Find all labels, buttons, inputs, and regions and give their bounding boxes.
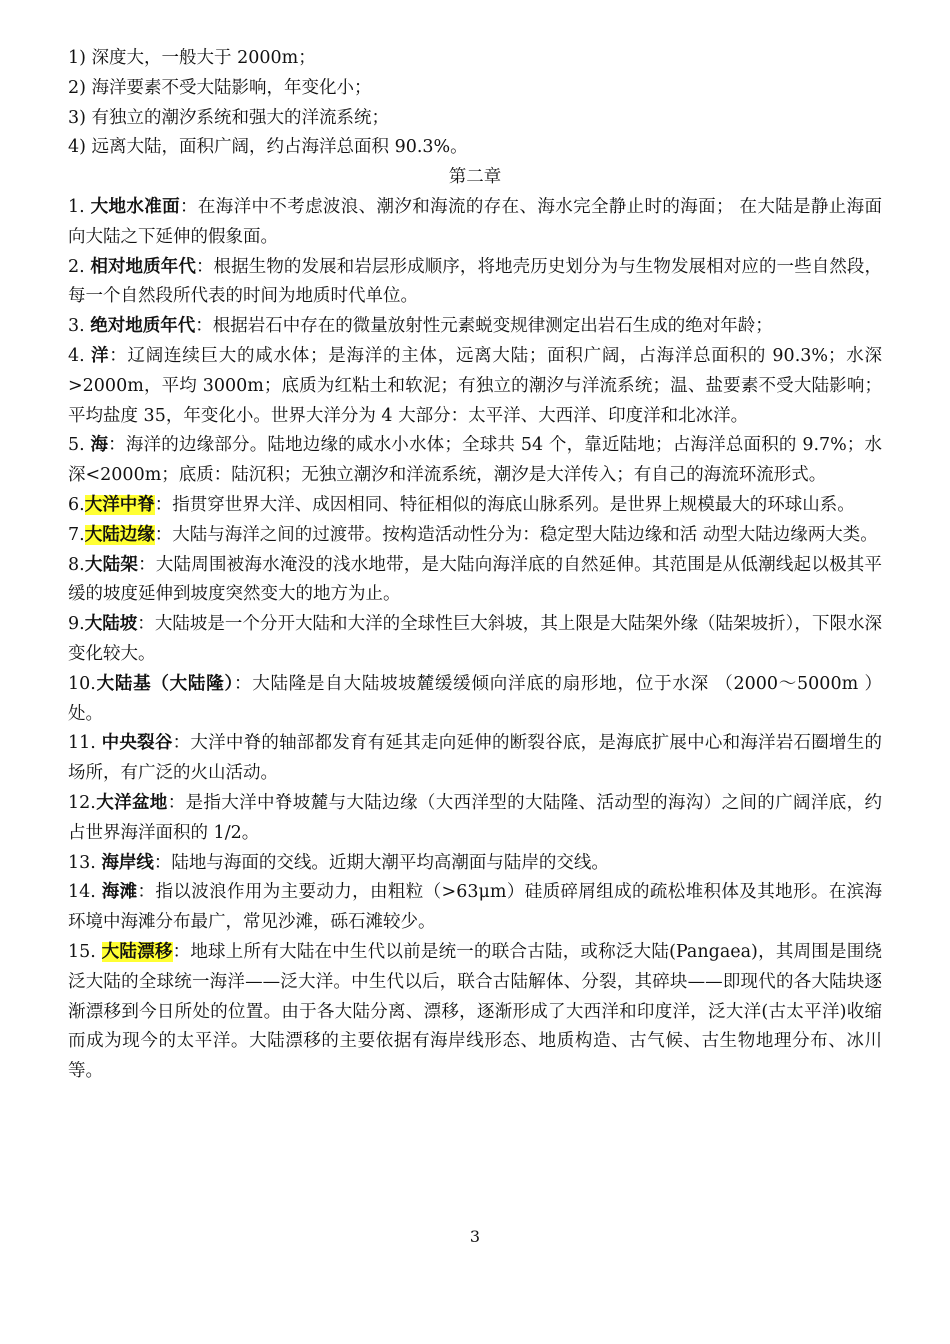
intro-list-item: 4) 远离大陆，面积广阔，约占海洋总面积 90.3%。 (68, 137, 468, 158)
definition-item (68, 431, 882, 491)
item-text: 是指大洋中脊坡麓与大陆边缘（大西洋型的大陆隆、活动型的海沟）之间的广阔洋底，约占世界海洋面积的 1/2。 (68, 792, 883, 843)
item-term: 海滩 (101, 882, 138, 903)
item-text: 大陆与海洋之间的过渡带。按构造活动性分为：稳定型大陆边缘和活 动型大陆边缘两大类。 (172, 524, 878, 545)
item-term-highlighted: 大洋中脊 (84, 494, 155, 515)
definition-item (68, 342, 882, 431)
item-term: 大陆架 (84, 554, 139, 575)
definition-item (68, 849, 882, 879)
item-separator: ： (195, 316, 213, 337)
item-term: 海岸线 (101, 852, 154, 873)
item-text: 地球上所有大陆在中生代以前是统一的联合古陆，或称泛大陆(Pangaea)，其周围是围绕泛大陆的全球统一海洋——泛大洋。中生代以后，联合古陆解体、分裂，其碎块——即现代的各大陆块逐渐漂移到今日所处的位置。由于各大陆分离、漂移，逐渐形成了大西洋和印度洋，泛大洋(古太平洋)收缩而成为现今的太平洋。大陆漂移的主要依据有海岸线形态、地质构造、古气候、古生物地理分布、冰川等。 (68, 941, 882, 1082)
item-separator: ： (154, 524, 173, 545)
item-number: 5. (68, 435, 91, 456)
item-number: 3. (68, 316, 91, 337)
item-separator: ： (108, 435, 126, 456)
item-number: 11. (68, 733, 102, 754)
item-number: 9. (68, 614, 85, 635)
item-number: 13. (68, 852, 102, 873)
definition-item (68, 938, 882, 1087)
item-number: 6. (68, 494, 85, 515)
item-text: 大陆周围被海水淹没的浅水地带，是大陆向海洋底的自然延伸。其范围是从低潮线起以极其平缓的坡度延伸到坡度突然变大的地方为止。 (68, 554, 883, 605)
item-text: 大陆隆是自大陆坡坡麓缓缓倾向洋底的扇形地，位于水深 （2000～5000m ）处。 (68, 673, 882, 724)
definition-item (68, 312, 882, 342)
item-number: 15. (68, 941, 102, 962)
item-text: 指以波浪作用为主要动力，由粗粒（>63μm）硅质碎屑组成的疏松堆积体及其地形。在滨海环境中海滩分布最广，常见沙滩，砾石滩较少。 (68, 882, 882, 933)
intro-list-item: 2) 海洋要素不受大陆影响，年变化小； (68, 77, 372, 98)
item-number: 7. (68, 524, 85, 545)
item-term: 海 (90, 435, 109, 456)
item-separator: ： (172, 941, 191, 962)
chapter-title: 第二章 (448, 167, 502, 188)
item-term: 绝对地质年代 (90, 316, 196, 337)
intro-list-item: 1) 深度大，一般大于 2000m； (68, 48, 316, 68)
item-text: 在海洋中不考虑波浪、潮汐和海流的存在、海水完全静止时的海面； 在大陆是静止海面向大陆之下延伸的假象面。 (68, 196, 883, 247)
item-term: 大洋盆地 (95, 792, 168, 813)
item-text: 根据生物的发展和岩层形成顺序，将地壳历史划分为与生物发展相对应的一些自然段，每一个自然段所代表的时间为地质时代单位。 (68, 256, 883, 307)
definition-item (68, 193, 882, 253)
item-number: 2. (68, 256, 91, 277)
item-text: 大洋中脊的轴部都发育有延其走向延伸的断裂谷底，是海底扩展中心和海洋岩石圈增生的场所，有广泛的火山活动。 (68, 733, 883, 784)
item-separator: ： (137, 614, 155, 635)
item-separator: ： (233, 673, 253, 694)
item-separator: ： (167, 792, 186, 813)
definition-item (68, 878, 882, 938)
item-text: 陆地与海面的交线。近期大潮平均高潮面与陆岸的交线。 (171, 852, 609, 873)
item-number: 1. (68, 196, 91, 217)
item-term: 中央裂谷 (101, 733, 173, 754)
item-term: 大陆坡 (84, 614, 138, 635)
item-separator: ： (179, 196, 198, 217)
item-term: 洋 (91, 345, 110, 366)
item-text: 海洋的边缘部分。陆地边缘的咸水小水体；全球共 54 个，靠近陆地；占海洋总面积的 9.7%；水深<2000m；底质：陆沉积；无独立潮汐和洋流系统，潮汐是大洋传入；有自己的海流环流形式。 (68, 435, 883, 486)
item-separator: ： (109, 345, 128, 366)
definition-item (68, 491, 882, 521)
intro-list-item: 3) 有独立的潮汐系统和强大的洋流系统； (68, 107, 390, 128)
item-text: 大陆坡是一个分开大陆和大洋的全球性巨大斜坡，其上限是大陆架外缘（陆架坡折），下限水深变化较大。 (68, 614, 883, 664)
item-term: 大地水准面 (90, 196, 180, 217)
definition-item (68, 729, 882, 789)
item-term: 相对地质年代 (90, 256, 196, 277)
item-separator: ： (195, 256, 214, 277)
item-number: 4. (68, 345, 92, 366)
item-number: 10. (68, 673, 96, 694)
item-separator: ： (153, 852, 172, 873)
item-separator: ： (137, 882, 156, 903)
item-number: 8. (68, 554, 85, 575)
definition-item (68, 253, 882, 313)
definition-item (68, 521, 882, 551)
page-number: 3 (469, 1227, 481, 1246)
definition-item (68, 789, 882, 849)
definition-item (68, 610, 882, 670)
item-text: 根据岩石中存在的微量放射性元素蜕变规律测定出岩石生成的绝对年龄； (212, 316, 773, 337)
item-term-highlighted: 大陆漂移 (101, 941, 173, 962)
item-number: 14. (68, 882, 102, 903)
item-separator: ： (154, 494, 173, 515)
definition-item (68, 551, 882, 611)
document-body (68, 44, 882, 1087)
item-number: 12. (68, 792, 96, 813)
item-separator: ： (172, 733, 191, 754)
definition-item (68, 670, 882, 730)
item-text: 辽阔连续巨大的咸水体；是海洋的主体，远离大陆；面积广阔，占海洋总面积的 90.3%；水深>2000m，平均 3000m；底质为红粘土和软泥；有独立的潮汐与洋流系统；温、盐要素不受大陆影响；平均盐度 35，年变化小。世界大洋分为 4 大部分：太平洋、大西洋、印度洋和北冰洋。 (68, 345, 883, 426)
item-term-highlighted: 大陆边缘 (84, 524, 155, 545)
item-separator: ： (138, 554, 156, 575)
item-term: 大陆基（大陆隆） (95, 673, 234, 694)
item-text: 指贯穿世界大洋、成因相同、特征相似的海底山脉系列。是世界上规模最大的环球山系。 (172, 494, 855, 515)
